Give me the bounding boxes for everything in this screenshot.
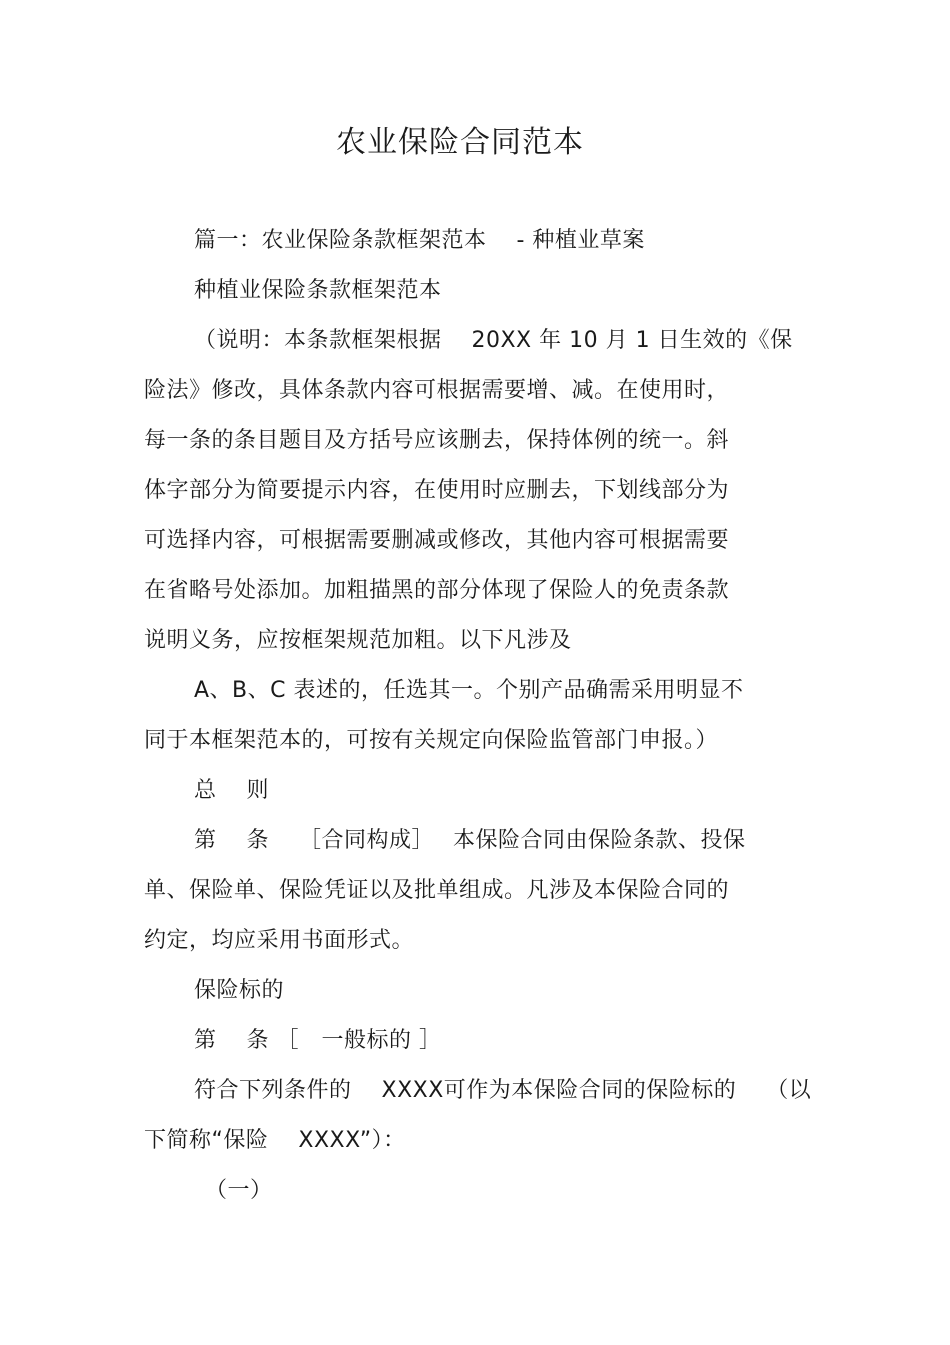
text-line: 下简称“保险 XXXX”）： [144,1128,406,1153]
text-line: 约定，均应采用书面形式。 [144,928,415,953]
text-line: （说明：本条款框架根据 20XX 年 10 月 1 日生效的《保 [194,328,793,353]
text-line: 体字部分为简要提示内容，在使用时应删去，下划线部分为 [144,478,730,503]
text-line: 第 条 ［合同构成］ 本保险合同由保险条款、投保 [194,828,746,853]
text-line: 第 条 ［ 一般标的 ］ [194,1028,442,1053]
text-line: 单、保险单、保险凭证以及批单组成。凡涉及本保险合同的 [144,878,730,903]
section-heading: 总 则 [194,778,269,803]
text-line: 种植业保险条款框架范本 [194,278,442,303]
text-line: 同于本框架范本的，可按有关规定向保险监管部门申报。） [144,728,719,753]
text-line: 符合下列条件的 XXXX可作为本保险合同的保险标的 （以 [194,1078,812,1103]
list-item-label: （一） [205,1178,273,1203]
text-line: 说明义务，应按框架规范加粗。以下凡涉及 [144,628,572,653]
text-line: 可选择内容，可根据需要删减或修改，其他内容可根据需要 [144,528,730,553]
text-line: 每一条的条目题目及方括号应该删去，保持体例的统一。斜 [144,428,730,453]
text-line: 篇一：农业保险条款框架范本 - 种植业草案 [194,228,645,253]
text-line: A、B、C 表述的，任选其一。个别产品确需采用明显不 [194,678,744,703]
section-heading: 保险标的 [194,978,285,1003]
text-line: 险法》修改，具体条款内容可根据需要增、减。在使用时， [144,378,730,403]
document-title: 农业保险合同范本 [336,125,584,160]
text-line: 在省略号处添加。加粗描黑的部分体现了保险人的免责条款 [144,578,730,603]
